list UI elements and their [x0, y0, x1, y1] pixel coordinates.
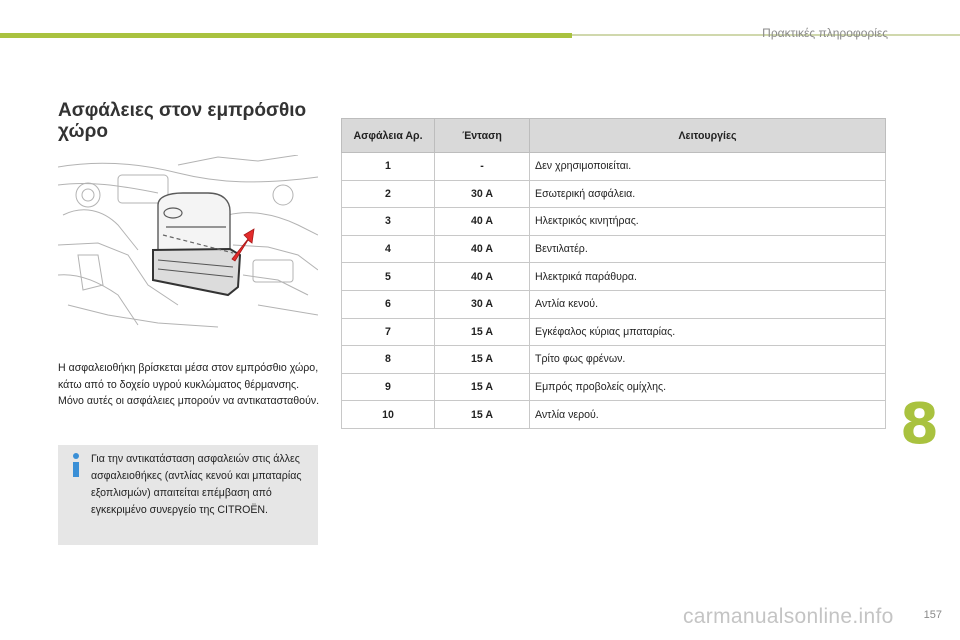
table-row: [342, 263, 886, 291]
fuse-number-cell: 8: [342, 346, 435, 374]
info-text: Για την αντικατάσταση ασφαλειών στις άλλες ασφαλειοθήκες (αντλίας κενού και μπαταρίας εξοπλισμών) απαιτείται επέμβαση από εγκεκριμένο συνεργείο της CITROËN.: [91, 453, 302, 516]
header-amperage: Ένταση: [435, 119, 530, 153]
function-cell: Αντλία νερού.: [530, 401, 886, 429]
fuse-number-cell: 10: [342, 401, 435, 429]
header-fuse-number: Ασφάλεια Αρ.: [342, 119, 435, 153]
fuse-number-cell: 9: [342, 373, 435, 401]
function-cell: Εγκέφαλος κύριας μπαταρίας.: [530, 318, 886, 346]
function-cell: Ηλεκτρικά παράθυρα.: [530, 263, 886, 291]
info-box: [58, 445, 318, 545]
function-cell: Ηλεκτρικός κινητήρας.: [530, 208, 886, 236]
chapter-number: 8: [900, 392, 939, 457]
table-row: [342, 208, 886, 236]
amperage-cell: -: [435, 153, 530, 181]
table-row: [342, 318, 886, 346]
fuse-number-cell: 4: [342, 235, 435, 263]
amperage-cell: 40 A: [435, 235, 530, 263]
header-functions: Λειτουργίες: [530, 119, 886, 153]
page-number: 157: [923, 609, 942, 621]
table-row: [342, 153, 886, 181]
amperage-cell: 15 A: [435, 318, 530, 346]
amperage-cell: 40 A: [435, 208, 530, 236]
amperage-cell: 30 A: [435, 290, 530, 318]
function-cell: Αντλία κενού.: [530, 290, 886, 318]
fuse-number-cell: 1: [342, 153, 435, 181]
fuse-table: [341, 118, 886, 429]
top-accent-bar: [0, 33, 572, 38]
table-row: [342, 401, 886, 429]
engine-bay-diagram: [58, 155, 318, 330]
fuse-table-body: [342, 153, 886, 429]
amperage-cell: 15 A: [435, 346, 530, 374]
table-row: [342, 235, 886, 263]
amperage-cell: 30 A: [435, 180, 530, 208]
table-row: [342, 346, 886, 374]
section-header: Πρακτικές πληροφορίες: [762, 26, 888, 40]
amperage-cell: 40 A: [435, 263, 530, 291]
fuse-number-cell: 3: [342, 208, 435, 236]
function-cell: Βεντιλατέρ.: [530, 235, 886, 263]
function-cell: Τρίτο φως φρένων.: [530, 346, 886, 374]
table-row: [342, 373, 886, 401]
fuse-number-cell: 5: [342, 263, 435, 291]
table-header-row: [342, 119, 886, 153]
info-icon: [68, 452, 84, 478]
fuse-number-cell: 6: [342, 290, 435, 318]
watermark: carmanualsonline.info: [683, 605, 894, 628]
amperage-cell: 15 A: [435, 401, 530, 429]
amperage-cell: 15 A: [435, 373, 530, 401]
table-row: [342, 290, 886, 318]
function-cell: Εσωτερική ασφάλεια.: [530, 180, 886, 208]
function-cell: Εμπρός προβολείς ομίχλης.: [530, 373, 886, 401]
fuse-number-cell: 2: [342, 180, 435, 208]
page-title: Ασφάλειες στον εμπρόσθιο χώρο: [58, 100, 307, 142]
intro-text: Η ασφαλειοθήκη βρίσκεται μέσα στον εμπρόσθιο χώρο, κάτω από το δοχείο υγρού κυκλώματος θέρμανσης. Μόνο αυτές οι ασφάλειες μπορούν να αντικατασταθούν.: [58, 362, 320, 407]
table-row: [342, 180, 886, 208]
fuse-number-cell: 7: [342, 318, 435, 346]
function-cell: Δεν χρησιμοποιείται.: [530, 153, 886, 181]
